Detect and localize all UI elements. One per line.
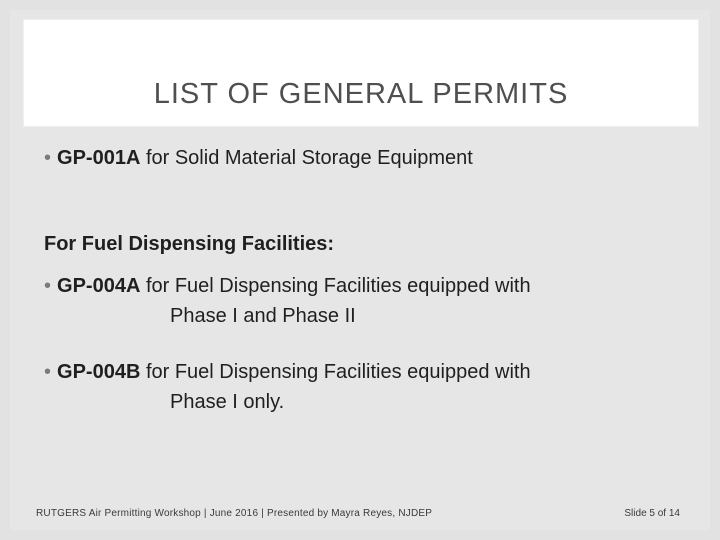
- permit-description: for Solid Material Storage Equipment: [140, 147, 473, 169]
- footer-left: RUTGERS Air Permitting Workshop | June 2016 | Presented by Mayra Reyes, NJDEP: [36, 508, 433, 519]
- permit-description: for Fuel Dispensing Facilities equipped with: [140, 361, 531, 383]
- bullet-dot: •: [44, 275, 52, 297]
- slide-title: LIST OF GENERAL PERMITS: [153, 78, 569, 110]
- permit-description-continuation: Phase I only.: [170, 391, 285, 413]
- slide-number: Slide 5 of 14: [624, 508, 680, 519]
- bullet-dot: •: [44, 361, 52, 383]
- section-heading: For Fuel Dispensing Facilities:: [44, 233, 335, 255]
- permit-code: GP-004B: [57, 361, 141, 383]
- permit-code: GP-001A: [57, 147, 141, 169]
- permit-description-continuation: Phase I and Phase II: [170, 305, 356, 327]
- bullet-dot: •: [44, 147, 52, 169]
- permit-description: for Fuel Dispensing Facilities equipped with: [140, 275, 531, 297]
- permit-code: GP-004A: [57, 275, 141, 297]
- bullet-gp-001a: [44, 145, 473, 171]
- bullet-gp-004a: [44, 273, 531, 299]
- bullet-gp-004b: [44, 359, 531, 385]
